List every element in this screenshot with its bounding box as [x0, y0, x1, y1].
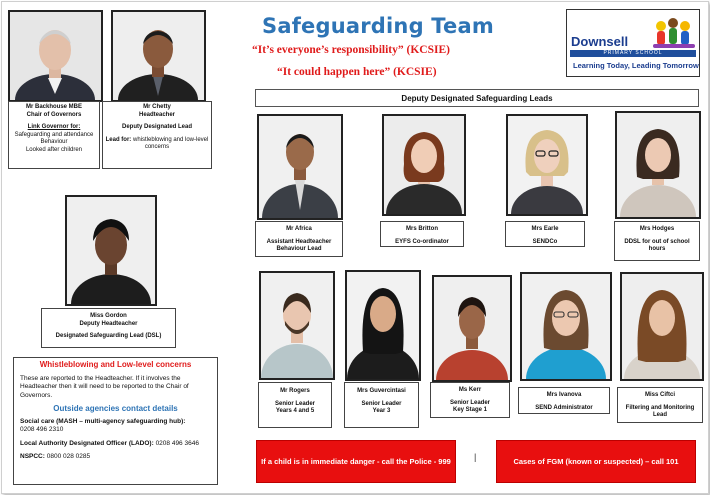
role2-mr-chetty: Deputy Designated Lead	[121, 124, 192, 131]
deputy-leads-header: Deputy Designated Safeguarding Leads	[255, 89, 699, 107]
name-mr-africa: Mr Africa	[286, 226, 312, 232]
photo-mrs-ivanova	[520, 272, 612, 381]
photo-mr-africa	[257, 114, 343, 220]
role-mrs-britton: EYFS Co-ordinator	[395, 238, 449, 245]
alert-police: If a child is in immediate danger - call the Police - 999	[256, 440, 456, 483]
photo-mr-rogers	[259, 271, 335, 380]
role-mrs-guvercintasi: Senior Leader	[361, 400, 402, 407]
card-mr-backhouse	[8, 101, 100, 169]
photo-miss-gordon	[65, 195, 157, 306]
card-mr-africa	[255, 221, 343, 257]
card-mrs-hodges	[614, 221, 700, 261]
name-mr-rogers: Mr Rogers	[280, 388, 310, 394]
role-miss-ciftci: Filtering and Monitoring Lead	[625, 404, 695, 419]
whistleblowing-heading: Whistleblowing and Low-level concerns	[39, 360, 192, 369]
photo-mrs-guvercintasi	[345, 270, 421, 381]
card-mrs-ivanova	[518, 387, 610, 414]
photo-ms-kerr	[432, 275, 512, 382]
link-item-behaviour: Behaviour	[40, 139, 68, 146]
logo-tagline: Learning Today, Leading Tomorrow	[573, 61, 699, 70]
role-mrs-hodges: DDSL for out of school hours	[624, 238, 690, 253]
role2-ms-kerr: Key Stage 1	[452, 407, 488, 414]
card-mrs-earle	[505, 221, 585, 247]
card-mr-rogers	[258, 382, 332, 428]
logo-subtitle: PRIMARY SCHOOL	[570, 50, 696, 57]
role2-mrs-guvercintasi: Year 3	[372, 408, 391, 415]
name-miss-gordon: Miss Gordon	[90, 313, 127, 319]
name-mr-backhouse: Mr Backhouse MBE	[25, 104, 82, 110]
lead-label-mr-chetty: Lead for:	[105, 136, 132, 143]
school-logo	[566, 9, 700, 77]
lado-phone: 0208 496 3646	[155, 439, 199, 447]
page-title: Safeguarding Team	[262, 14, 494, 38]
whistleblowing-text: These are reported to the Headteacher. If it involves the Headteacher then it will need to be reported to the Chair of Governors.	[20, 374, 189, 399]
role2-miss-gordon: Designated Safeguarding Lead (DSL)	[55, 333, 162, 340]
alert-fgm: Cases of FGM (known or suspected) – call 101	[496, 440, 696, 483]
role-ms-kerr: Senior Leader	[449, 399, 490, 406]
name-mr-chetty: Mr Chetty	[143, 104, 171, 110]
role-mr-africa: Assistant Headteacher	[266, 238, 332, 245]
social-care-label: Social care (MASH – multi-agency safeguarding hub):	[20, 417, 186, 425]
link-item-looked-after: Looked after children	[25, 146, 83, 153]
name-mrs-earle: Mrs Earle	[531, 226, 559, 232]
name-miss-ciftci: Miss Ciftci	[644, 392, 675, 398]
name-mrs-ivanova: Mrs Ivanova	[546, 392, 582, 398]
role2-mr-africa: Behaviour Lead	[276, 246, 322, 253]
card-mrs-guvercintasi	[344, 382, 419, 428]
role-mrs-earle: SENDCo	[532, 238, 558, 245]
name-mrs-guvercintasi: Mrs Guvercintasi	[357, 388, 406, 394]
role-miss-gordon: Deputy Headteacher	[79, 320, 138, 327]
social-care-phone: 0208 496 2310	[20, 426, 64, 433]
role-mr-chetty: Headteacher	[138, 111, 176, 118]
link-governor-title: Link Governor for:	[27, 124, 81, 131]
nspcc-label: NSPCC:	[20, 453, 45, 460]
photo-mr-backhouse	[8, 10, 103, 102]
agencies-heading: Outside agencies contact details	[53, 404, 178, 413]
slogan-responsibility: “It’s everyone’s responsibility” (KCSIE)	[252, 44, 450, 56]
slogan-could-happen: “It could happen here” (KCSIE)	[277, 66, 437, 78]
lead-text-mr-chetty: whistleblowing and low-level concerns	[132, 136, 209, 151]
card-mr-chetty	[102, 101, 212, 169]
role-mr-rogers: Senior Leader	[274, 400, 315, 407]
name-mrs-britton: Mrs Britton	[406, 226, 438, 232]
name-mrs-hodges: Mrs Hodges	[639, 226, 675, 232]
logo-school-name: Downsell	[571, 34, 629, 49]
link-item-safeguarding: Safeguarding and attendance	[14, 131, 94, 138]
photo-miss-ciftci	[620, 272, 704, 381]
alert-divider: |	[474, 452, 477, 462]
children-logo-icon	[651, 14, 697, 52]
card-mrs-britton	[380, 221, 464, 247]
photo-mrs-earle	[506, 114, 588, 216]
role-mr-backhouse: Chair of Governors	[26, 111, 82, 118]
photo-mr-chetty	[111, 10, 206, 102]
card-miss-gordon	[41, 308, 176, 348]
card-miss-ciftci	[617, 387, 703, 423]
lado-label: Local Authority Designated Officer (LADO):	[20, 439, 154, 447]
nspcc-phone: 0800 028 0285	[46, 453, 91, 460]
name-ms-kerr: Ms Kerr	[458, 387, 482, 393]
info-box	[13, 357, 218, 485]
role2-mr-rogers: Years 4 and 5	[275, 408, 315, 415]
card-ms-kerr	[430, 382, 510, 418]
role-mrs-ivanova: SEND Administrator	[535, 404, 593, 411]
photo-mrs-britton	[382, 114, 466, 216]
photo-mrs-hodges	[615, 111, 701, 219]
